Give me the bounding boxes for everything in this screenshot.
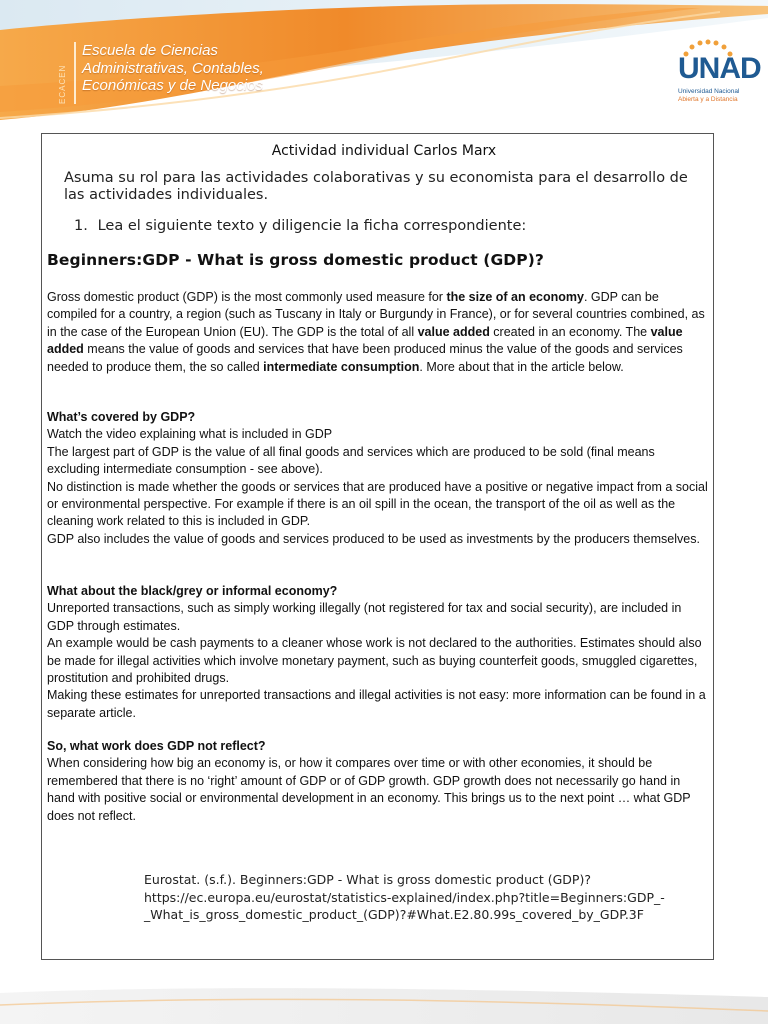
emphasis: value added: [47, 324, 683, 357]
section-whats-covered: [47, 409, 711, 548]
reference-url: _What_is_gross_domestic_product_(GDP)?#What.E2.80.99s_covered_by_GDP.3F: [144, 907, 644, 922]
emphasis: intermediate consumption: [263, 359, 420, 374]
reference-url: https://ec.europa.eu/eurostat/statistics-explained/index.php?title=Beginners:GDP_-: [144, 889, 665, 905]
school-name-line: Administrativas, Contables,: [82, 59, 264, 77]
intro-text: Asuma su rol para las actividades colaborativas y su economista para el desarrollo de las actividades individuales.: [64, 170, 688, 203]
unad-logo: [672, 38, 764, 108]
section-line: GDP also includes the value of goods and services produced to be used as investments by the producers themselves.: [47, 531, 700, 546]
section-line: Unreported transactions, such as simply working illegally (not registered for tax and social security), are included in GDP through estimates.: [47, 601, 682, 633]
school-name: [82, 42, 264, 95]
activity-title: Actividad individual Carlos Marx: [271, 143, 497, 159]
section-informal-economy: [47, 583, 711, 722]
section-line: Making these estimates for unreported transactions and illegal activities is not easy: more information can be found in a separate article.: [47, 688, 706, 720]
logo-wordmark: UNAD: [678, 52, 761, 85]
school-name-line: Escuela de Ciencias: [82, 42, 218, 59]
section-title: So, what work does GDP not reflect?: [47, 739, 266, 753]
emphasis: value added: [417, 324, 490, 339]
section-title: What about the black/grey or informal economy?: [47, 584, 338, 598]
school-divider: [74, 42, 76, 104]
reference: [144, 871, 694, 924]
emphasis: the size of an economy: [446, 290, 584, 304]
logo-subtitle: Universidad Nacional: [678, 88, 740, 95]
instruction-item: [74, 218, 526, 234]
footer-swoosh: [0, 975, 768, 1024]
school-vertical-label: ECACEN: [58, 64, 67, 104]
logo-subtitle: Abierta y a Distancia: [678, 96, 738, 103]
instruction-text: Lea el siguiente texto y diligencie la ficha correspondiente:: [97, 218, 527, 234]
section-line: An example would be cash payments to a cleaner whose work is not declared to the authorities. Estimates should also be made for illegal activities which involve monetary payment, such as buying counterfeit goods, smuggled cigarettes, prostitution and prohibited drugs.: [47, 636, 702, 686]
article-heading: Beginners:GDP - What is gross domestic product (GDP)?: [47, 251, 544, 269]
instruction-number: 1.: [74, 218, 88, 234]
section-line: When considering how big an economy is, or how it compares over time or with other economies, it should be remembered that there is no ‘right’ amount of GDP or of GDP growth. GDP growth does not necessarily go hand in hand with positive social or environmental development in an economy. This brings us to the next point … what GDP does not reflect.: [47, 756, 691, 823]
reference-line: Eurostat. (s.f.). Beginners:GDP - What is gross domestic product (GDP)?: [144, 872, 591, 887]
school-name-line: Económicas y de Negocios: [82, 77, 263, 94]
section-line: No distinction is made whether the goods or services that are produced have a positive or negative impact from a social or environmental perspective. For example if there is an oil spill in the ocean, the transport of the oil as well as the cleaning work related to this is included in GDP.: [47, 479, 708, 529]
header-banner: [0, 0, 768, 135]
section-title: What’s covered by GDP?: [47, 410, 196, 424]
section-line: Watch the video explaining what is included in GDP: [47, 427, 333, 442]
article-paragraph: Gross domestic product (GDP) is the most commonly used measure for the size of an economy. GDP can be compiled for a country, a region (such as Tuscany in Italy or Burgundy in France), or for several countries combined, as in the case of the European Union (EU). The GDP is the total of all value added created in an economy. The value added means the value of goods and services that have been produced minus the value of the goods and services needed to produce them, the so called intermediate consumption. More about that in the article below.: [47, 290, 705, 374]
section-line: The largest part of GDP is the value of all final goods and services which are produced to be sold (final means excluding intermediate consumption - see above).: [47, 444, 655, 477]
section-not-reflect: [47, 738, 711, 825]
